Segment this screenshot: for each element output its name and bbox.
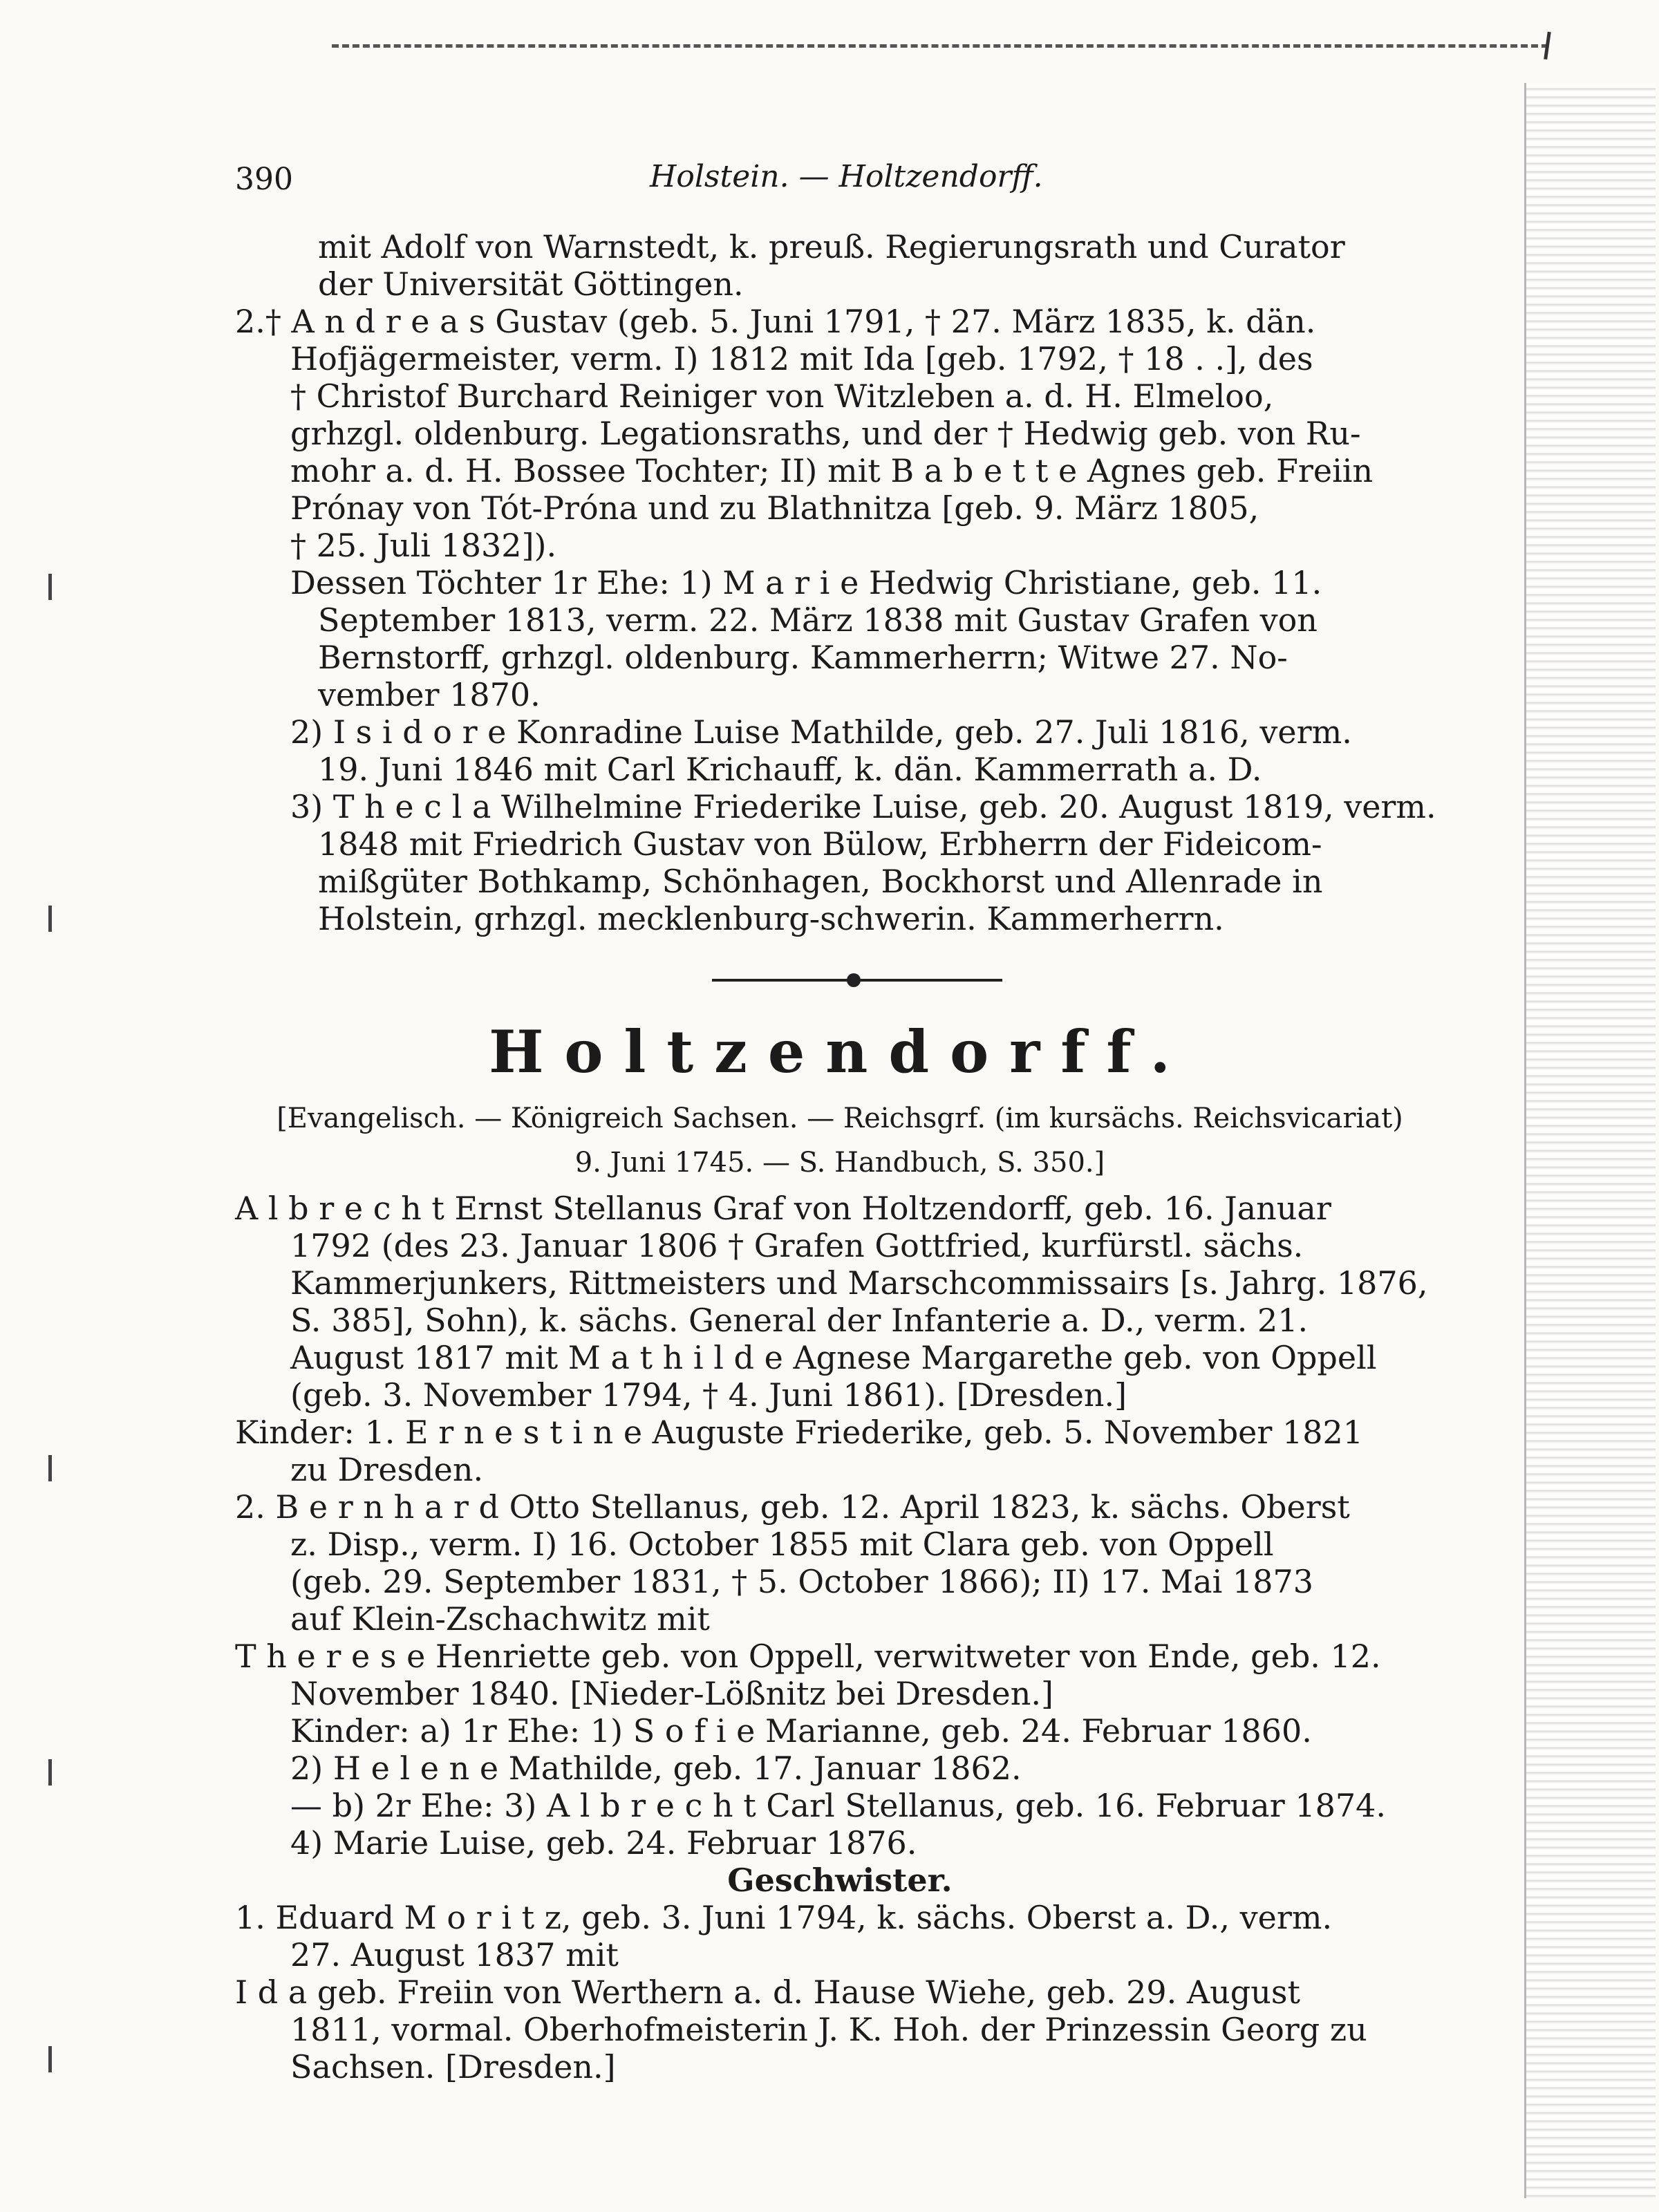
text-line: 19. Juni 1846 mit Carl Krichauff, k. dän. Kammerrath a. D. xyxy=(318,751,1262,788)
text-line: A l b r e c h t Ernst Stellanus Graf von Holtzendorff, geb. 16. Januar xyxy=(235,1190,1331,1227)
text-line: Dessen Töchter 1r Ehe: 1) M a r i e Hedwig Christiane, geb. 11. xyxy=(290,564,1322,601)
text-line: 1848 mit Friedrich Gustav von Bülow, Erbherrn der Fideicom- xyxy=(318,825,1322,863)
text-line: † Christof Burchard Reiniger von Witzleben a. d. H. Elmeloo, xyxy=(290,377,1274,415)
text-line: mit Adolf von Warnstedt, k. preuß. Regierungsrath und Curator xyxy=(318,228,1345,265)
text-line: z. Disp., verm. I) 16. October 1855 mit Clara geb. von Oppell xyxy=(290,1526,1274,1563)
text-line: Bernstorff, grhzgl. oldenburg. Kammerherrn; Witwe 27. No- xyxy=(318,639,1288,676)
bracket-note-line: 9. Juni 1745. — S. Handbuch, S. 350.] xyxy=(574,1147,1105,1179)
page-header xyxy=(235,152,1445,228)
text-line: (geb. 3. November 1794, † 4. Juni 1861). [Dresden.] xyxy=(290,1376,1127,1414)
text-line: 2.† A n d r e a s Gustav (geb. 5. Juni 1791, † 27. März 1835, k. dän. xyxy=(235,303,1316,340)
text-line: vember 1870. xyxy=(318,676,541,713)
page-number: 390 xyxy=(235,162,293,197)
text-line: 1811, vormal. Oberhofmeisterin J. K. Hoh. der Prinzessin Georg zu xyxy=(290,2011,1367,2048)
text-line: S. 385], Sohn), k. sächs. General der Infanterie a. D., verm. 21. xyxy=(290,1302,1309,1339)
text-line: 27. August 1837 mit xyxy=(290,1936,619,1974)
text-line: Kammerjunkers, Rittmeisters und Marschcommissairs [s. Jahrg. 1876, xyxy=(290,1264,1428,1302)
family-title: Holtzendorff. xyxy=(489,1018,1191,1086)
text-line: 1. Eduard M o r i t z, geb. 3. Juni 1794, k. sächs. Oberst a. D., verm. xyxy=(235,1899,1333,1936)
text-line: zu Dresden. xyxy=(290,1451,484,1488)
text-line: 2. B e r n h a r d Otto Stellanus, geb. 12. April 1823, k. sächs. Oberst xyxy=(235,1488,1350,1526)
page-edge-line xyxy=(1524,83,1526,2198)
margin-mark xyxy=(48,2046,52,2072)
text-line: Kinder: a) 1r Ehe: 1) S o f i e Marianne, geb. 24. Februar 1860. xyxy=(290,1712,1312,1750)
text-line: auf Klein-Zschachwitz mit xyxy=(290,1600,710,1638)
margin-mark xyxy=(48,1455,52,1481)
section-divider-ornament xyxy=(235,955,1445,1004)
page-content xyxy=(235,152,1445,2086)
text-line: mißgüter Bothkamp, Schönhagen, Bockhorst und Allenrade in xyxy=(318,863,1323,900)
text-line: August 1817 mit M a t h i l d e Agnese Margarethe geb. von Oppell xyxy=(290,1339,1377,1376)
text-line: der Universität Göttingen. xyxy=(318,265,744,303)
text-line: T h e r e s e Henriette geb. von Oppell, verwitweter von Ende, geb. 12. xyxy=(235,1638,1381,1675)
section-heading: Geschwister. xyxy=(727,1862,953,1899)
text-line: grhzgl. oldenburg. Legationsraths, und der † Hedwig geb. von Ru- xyxy=(290,415,1361,452)
margin-mark xyxy=(48,906,52,932)
text-line: mohr a. d. H. Bossee Tochter; II) mit B a b e t t e Agnes geb. Freiin xyxy=(290,452,1374,489)
text-line: † 25. Juli 1832]). xyxy=(290,527,557,564)
text-line: 2) I s i d o r e Konradine Luise Mathilde, geb. 27. Juli 1816, verm. xyxy=(290,713,1352,751)
text-line: 3) T h e c l a Wilhelmine Friederike Luise, geb. 20. August 1819, verm. xyxy=(290,788,1436,825)
bracket-note-line: [Evangelisch. — Königreich Sachsen. — Reichsgrf. (im kursächs. Reichsvicariat) xyxy=(276,1103,1403,1134)
text-line: Hofjägermeister, verm. I) 1812 mit Ida [geb. 1792, † 18 . .], des xyxy=(290,340,1313,377)
text-line: 4) Marie Luise, geb. 24. Februar 1876. xyxy=(290,1824,917,1862)
page-edge-shadow xyxy=(1524,83,1656,2198)
text-line: Holstein, grhzgl. mecklenburg-schwerin. Kammerherrn. xyxy=(318,900,1224,937)
running-title: Holstein. — Holtzendorff. xyxy=(650,159,1043,194)
text-line: Kinder: 1. E r n e s t i n e Auguste Friederike, geb. 5. November 1821 xyxy=(235,1414,1364,1451)
text-line: 2) H e l e n e Mathilde, geb. 17. Januar 1862. xyxy=(290,1750,1022,1787)
margin-mark xyxy=(48,1759,52,1785)
divider-dot xyxy=(847,973,861,987)
margin-mark xyxy=(48,574,52,600)
text-line: 1792 (des 23. Januar 1806 † Grafen Gottfried, kurfürstl. sächs. xyxy=(290,1227,1304,1264)
text-line: Prónay von Tót-Próna und zu Blathnitza [geb. 9. März 1805, xyxy=(290,489,1259,527)
text-line: — b) 2r Ehe: 3) A l b r e c h t Carl Stellanus, geb. 16. Februar 1874. xyxy=(290,1787,1387,1824)
text-line: November 1840. [Nieder-Lößnitz bei Dresden.] xyxy=(290,1675,1053,1712)
text-line: (geb. 29. September 1831, † 5. October 1866); II) 17. Mai 1873 xyxy=(290,1563,1313,1600)
text-line: Sachsen. [Dresden.] xyxy=(290,2048,616,2086)
text-line: I d a geb. Freiin von Werthern a. d. Hause Wiehe, geb. 29. August xyxy=(235,1974,1300,2011)
top-scan-rule xyxy=(332,44,1548,48)
text-line: September 1813, verm. 22. März 1838 mit Gustav Grafen von xyxy=(318,601,1318,639)
